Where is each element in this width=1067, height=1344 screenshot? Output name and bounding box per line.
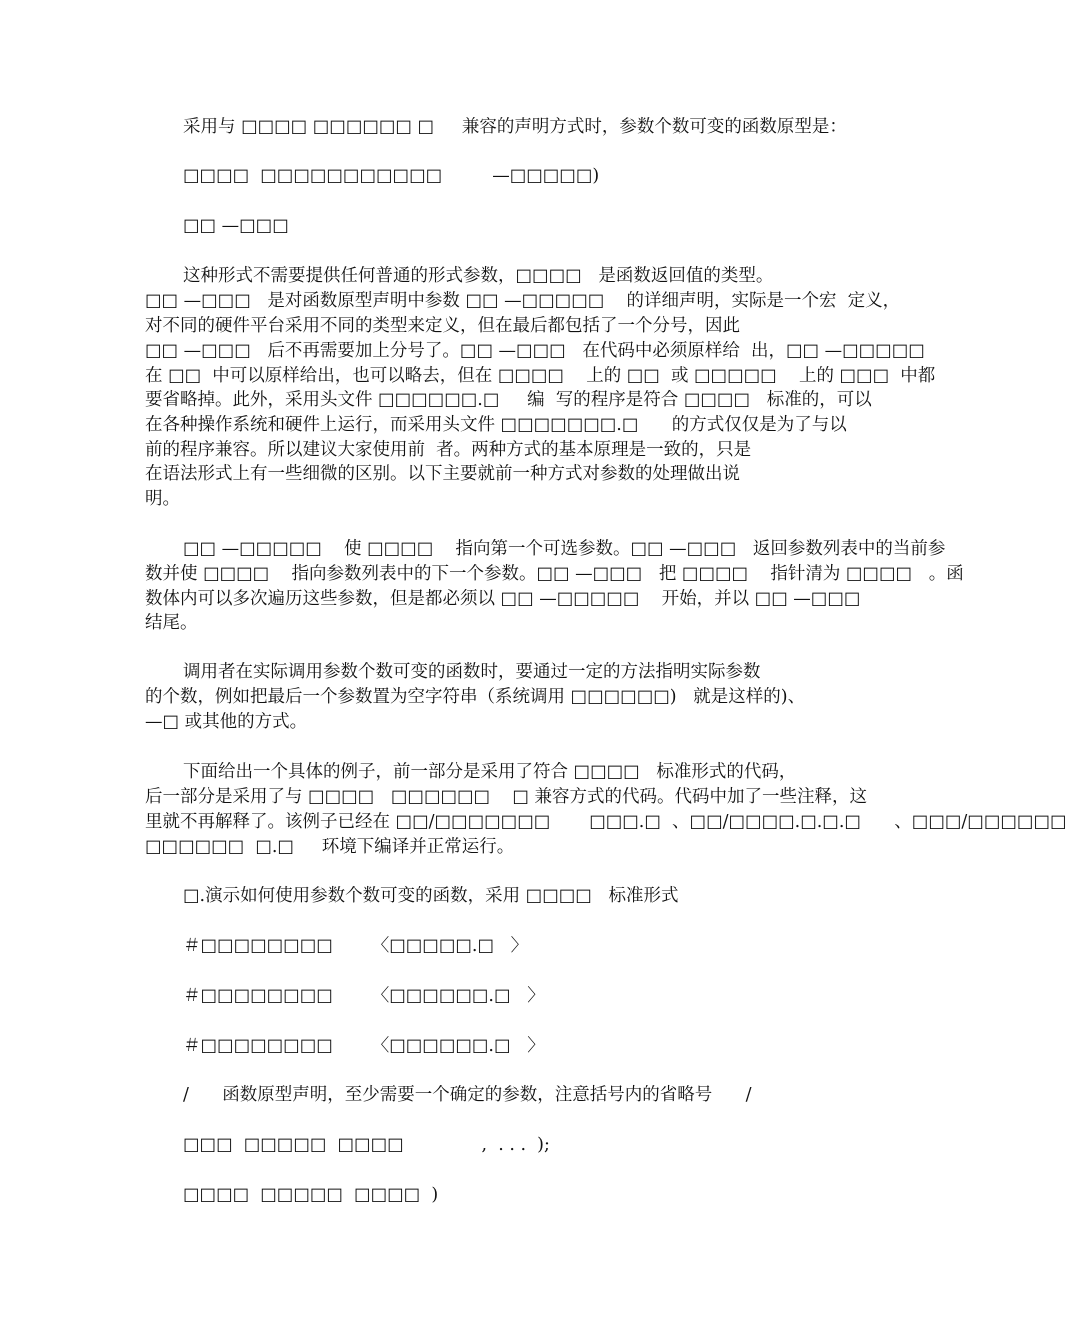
code-line: □□□□ □□□□□ □□□□ ) <box>183 1185 439 1205</box>
code-line: □□ —□□□ <box>183 216 289 236</box>
paragraph-line: 下面给出一个具体的例子，前一部分是采用了符合 □□□□ 标准形式的代码， <box>183 762 797 782</box>
code-line: □□□ □□□□□ □□□□ , . . . ); <box>183 1135 550 1155</box>
paragraph-line: □□ —□□□ 后不再需要加上分号了。□□ —□□□ 在代码中必须原样给 出，□□ —□□□□□ <box>145 341 925 361</box>
include-line: ＃□□□□□□□□ 〈□□□□□□.□ 〉 <box>183 1036 545 1056</box>
include-line: ＃□□□□□□□□ 〈□□□□□.□ 〉 <box>183 936 529 956</box>
comment-line: / 函数原型声明，至少需要一个确定的参数，注意括号内的省略号 / <box>183 1085 752 1105</box>
paragraph-line: 在语法形式上有一些细微的区别。以下主要就前一种方式对参数的处理做出说 <box>145 464 740 484</box>
paragraph-line: □□ —□□□□□ 使 □□□□ 指向第一个可选参数。□□ —□□□ 返回参数列表中的当前参 <box>183 539 946 559</box>
paragraph-line: 前的程序兼容。所以建议大家使用前 者。两种方式的基本原理是一致的，只是 <box>145 440 752 460</box>
paragraph-line: 结尾。 <box>145 613 198 633</box>
example-title: □.演示如何使用参数个数可变的函数，采用 □□□□ 标准形式 <box>183 886 679 906</box>
paragraph-line: 数体内可以多次遍历这些参数，但是都必须以 □□ —□□□□□ 开始，并以 □□ —□□□ <box>145 589 861 609</box>
paragraph-line: 在各种操作系统和硬件上运行，而采用头文件 □□□□□□□.□ 的方式仅仅是为了与以 <box>145 415 847 435</box>
code-line: □□□□ □□□□□□□□□□□ —□□□□□) <box>183 166 600 186</box>
paragraph-line: 对不同的硬件平台采用不同的类型来定义，但在最后都包括了一个分号，因此 <box>145 316 740 336</box>
paragraph-line: 里就不再解释了。该例子已经在 □□/□□□□□□□ □□□.□ 、□□/□□□□.□.□.□ 、□□□/□□□□□□ <box>145 812 1067 832</box>
paragraph-line: 的个数，例如把最后一个参数置为空字符串（系统调用 □□□□□□) 就是这样的)、 <box>145 687 806 707</box>
paragraph-line: 调用者在实际调用参数个数可变的函数时，要通过一定的方法指明实际参数 <box>183 662 761 682</box>
paragraph-line: □□ —□□□ 是对函数原型声明中参数 □□ —□□□□□ 的详细声明，实际是一个宏 定义， <box>145 291 901 311</box>
paragraph-line: —□ 或其他的方式。 <box>145 712 308 732</box>
paragraph-line: 要省略掉。此外，采用头文件 □□□□□□.□ 编 写的程序是符合 □□□□ 标准的，可以 <box>145 390 872 410</box>
paragraph-line: 在 □□ 中可以原样给出，也可以略去，但在 □□□□ 上的 □□ 或 □□□□□ 上的 □□□ 中都 <box>145 366 936 386</box>
paragraph-line: 明。 <box>145 489 180 509</box>
intro-line: 采用与 □□□□ □□□□□□ □ 兼容的声明方式时，参数个数可变的函数原型是： <box>183 117 847 137</box>
include-line: ＃□□□□□□□□ 〈□□□□□□.□ 〉 <box>183 986 545 1006</box>
paragraph-line: 这种形式不需要提供任何普通的形式参数，□□□□ 是函数返回值的类型。 <box>183 266 774 286</box>
paragraph-line: □□□□□□ □.□ 环境下编译并正常运行。 <box>145 837 515 857</box>
paragraph-line: 数并使 □□□□ 指向参数列表中的下一个参数。□□ —□□□ 把 □□□□ 指针清为 □□□□ 。函 <box>145 564 964 584</box>
paragraph-line: 后一部分是采用了与 □□□□ □□□□□□ □ 兼容方式的代码。代码中加了一些注释，这 <box>145 787 867 807</box>
